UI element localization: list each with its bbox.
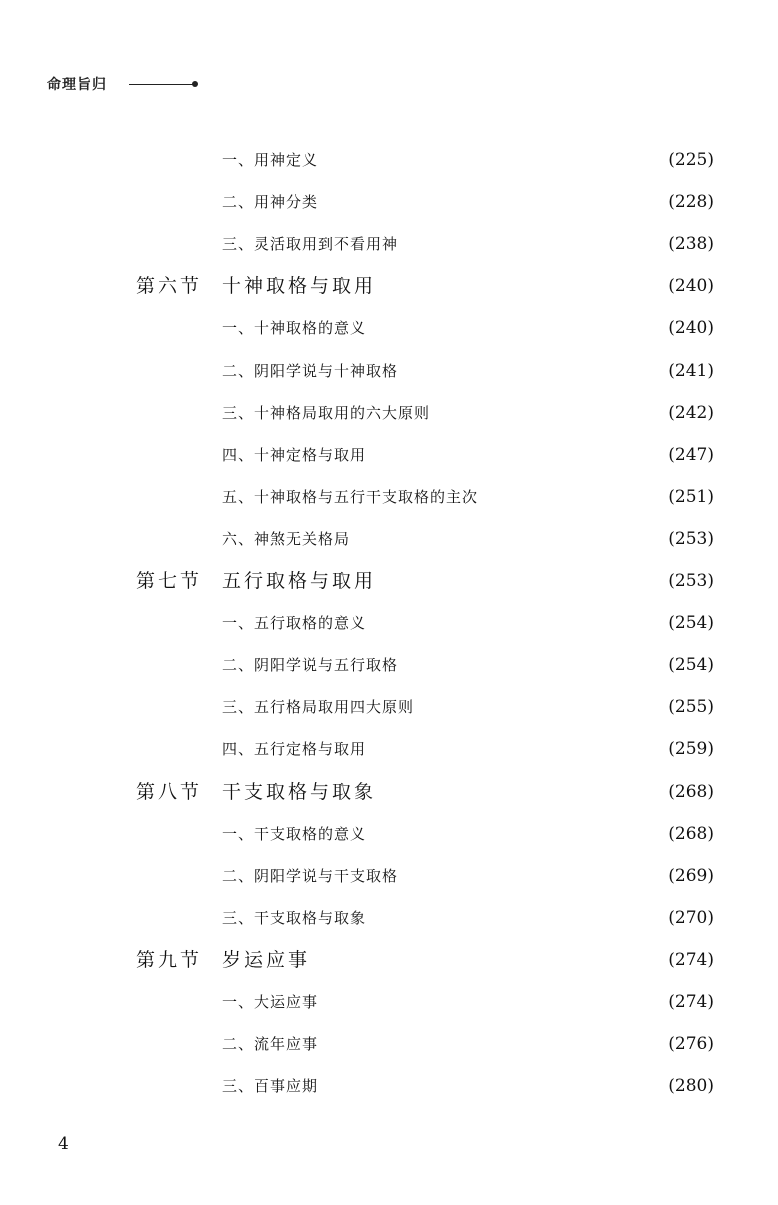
running-header — [47, 74, 198, 94]
toc-entry-row[interactable] — [0, 988, 778, 1016]
dot-leader — [422, 693, 660, 721]
entry-title: 一、十神取格的意义 — [222, 319, 367, 337]
toc-entry-row[interactable] — [0, 357, 778, 385]
section-title: 岁运应事 — [222, 949, 311, 971]
toc-entry-row[interactable] — [0, 693, 778, 721]
dot-leader — [406, 651, 660, 679]
entry-title: 一、五行取格的意义 — [222, 614, 367, 632]
toc-entry — [222, 357, 714, 385]
page-reference: (268) — [668, 824, 714, 844]
entry-title: 二、阴阳学说与十神取格 — [222, 362, 399, 380]
toc-entry — [222, 1030, 714, 1058]
toc-entry-row[interactable] — [0, 525, 778, 553]
dot-leader — [326, 188, 660, 216]
toc-entry — [222, 483, 714, 511]
toc-entry — [222, 567, 714, 595]
dot-leader — [384, 272, 660, 300]
page-reference: (225) — [668, 150, 714, 170]
dot-leader — [318, 946, 660, 974]
toc-entry — [222, 609, 714, 637]
toc-section-row[interactable] — [0, 946, 778, 974]
page-number: 4 — [58, 1134, 69, 1154]
toc-entry-row[interactable] — [0, 735, 778, 763]
entry-title: 二、阴阳学说与干支取格 — [222, 867, 399, 885]
entry-title: 一、干支取格的意义 — [222, 825, 367, 843]
dot-leader — [326, 146, 660, 174]
dot-leader — [358, 525, 660, 553]
page-reference: (240) — [668, 276, 714, 296]
page-reference: (247) — [668, 445, 714, 465]
toc-entry — [222, 399, 714, 427]
entry-title: 一、用神定义 — [222, 151, 319, 169]
entry-title: 二、阴阳学说与五行取格 — [222, 656, 399, 674]
toc-entry — [222, 146, 714, 174]
entry-title: 三、干支取格与取象 — [222, 909, 367, 927]
dot-leader — [374, 314, 660, 342]
entry-title: 二、流年应事 — [222, 1035, 319, 1053]
page-reference: (254) — [668, 613, 714, 633]
toc-entry-row[interactable] — [0, 230, 778, 258]
section-title: 五行取格与取用 — [222, 570, 377, 592]
entry-title: 四、十神定格与取用 — [222, 446, 367, 464]
toc-entry — [222, 525, 714, 553]
dot-leader — [326, 1030, 660, 1058]
toc-entry-row[interactable] — [0, 609, 778, 637]
toc-entry — [222, 230, 714, 258]
toc-section-row[interactable] — [0, 567, 778, 595]
page-reference: (280) — [668, 1076, 714, 1096]
toc-entry — [222, 651, 714, 679]
section-title: 干支取格与取象 — [222, 781, 377, 803]
dot-leader — [384, 778, 660, 806]
toc-entry — [222, 862, 714, 890]
toc-entry — [222, 778, 714, 806]
page-reference: (241) — [668, 361, 714, 381]
toc-entry-row[interactable] — [0, 651, 778, 679]
section-label: 第七节 — [136, 570, 203, 592]
dot-leader — [406, 862, 660, 890]
toc-entry — [222, 272, 714, 300]
toc-entry-row[interactable] — [0, 1030, 778, 1058]
page-reference: (276) — [668, 1034, 714, 1054]
entry-title: 三、十神格局取用的六大原则 — [222, 404, 431, 422]
toc-entry-row[interactable] — [0, 188, 778, 216]
entry-title: 三、百事应期 — [222, 1077, 319, 1095]
entry-title: 六、神煞无关格局 — [222, 530, 351, 548]
toc-entry — [222, 314, 714, 342]
dot-leader — [374, 904, 660, 932]
dot-leader — [326, 988, 660, 1016]
dot-leader — [374, 735, 660, 763]
page-reference: (228) — [668, 192, 714, 212]
toc-section-row[interactable] — [0, 272, 778, 300]
dot-leader — [486, 483, 660, 511]
page-reference: (240) — [668, 318, 714, 338]
toc-entry — [222, 820, 714, 848]
toc-entry — [222, 1072, 714, 1100]
toc-entry-row[interactable] — [0, 146, 778, 174]
page-reference: (270) — [668, 908, 714, 928]
toc-entry — [222, 693, 714, 721]
dot-leader — [438, 399, 660, 427]
page-reference: (274) — [668, 992, 714, 1012]
toc-entry-row[interactable] — [0, 483, 778, 511]
section-title: 十神取格与取用 — [222, 275, 377, 297]
page-reference: (269) — [668, 866, 714, 886]
book-title: 命理旨归 — [47, 77, 107, 93]
toc-entry-row[interactable] — [0, 441, 778, 469]
page-reference: (274) — [668, 950, 714, 970]
toc-entry — [222, 735, 714, 763]
entry-title: 三、灵活取用到不看用神 — [222, 235, 399, 253]
toc-entry — [222, 441, 714, 469]
entry-title: 一、大运应事 — [222, 993, 319, 1011]
toc-entry — [222, 988, 714, 1016]
page-reference: (268) — [668, 782, 714, 802]
toc-entry-row[interactable] — [0, 862, 778, 890]
page-reference: (259) — [668, 739, 714, 759]
toc-section-row[interactable] — [0, 778, 778, 806]
section-label: 第九节 — [136, 949, 203, 971]
dot-leader — [374, 441, 660, 469]
toc-entry-row[interactable] — [0, 1072, 778, 1100]
entry-title: 三、五行格局取用四大原则 — [222, 698, 415, 716]
toc-entry — [222, 946, 714, 974]
dot-leader — [326, 1072, 660, 1100]
page-reference: (251) — [668, 487, 714, 507]
entry-title: 四、五行定格与取用 — [222, 740, 367, 758]
dot-leader — [384, 567, 660, 595]
entry-title: 五、十神取格与五行干支取格的主次 — [222, 488, 479, 506]
toc-entry-row[interactable] — [0, 399, 778, 427]
entry-title: 二、用神分类 — [222, 193, 319, 211]
dot-leader — [374, 820, 660, 848]
toc-entry-row[interactable] — [0, 314, 778, 342]
page-reference: (254) — [668, 655, 714, 675]
header-bullet-icon — [192, 81, 198, 87]
toc-entry — [222, 904, 714, 932]
toc-entry — [222, 188, 714, 216]
dot-leader — [406, 357, 660, 385]
section-label: 第六节 — [136, 275, 203, 297]
header-rule — [129, 84, 193, 85]
page-reference: (253) — [668, 529, 714, 549]
toc-entry-row[interactable] — [0, 820, 778, 848]
dot-leader — [374, 609, 660, 637]
page-reference: (238) — [668, 234, 714, 254]
page-reference: (242) — [668, 403, 714, 423]
section-label: 第八节 — [136, 781, 203, 803]
page-reference: (255) — [668, 697, 714, 717]
page-reference: (253) — [668, 571, 714, 591]
toc-entry-row[interactable] — [0, 904, 778, 932]
dot-leader — [406, 230, 660, 258]
